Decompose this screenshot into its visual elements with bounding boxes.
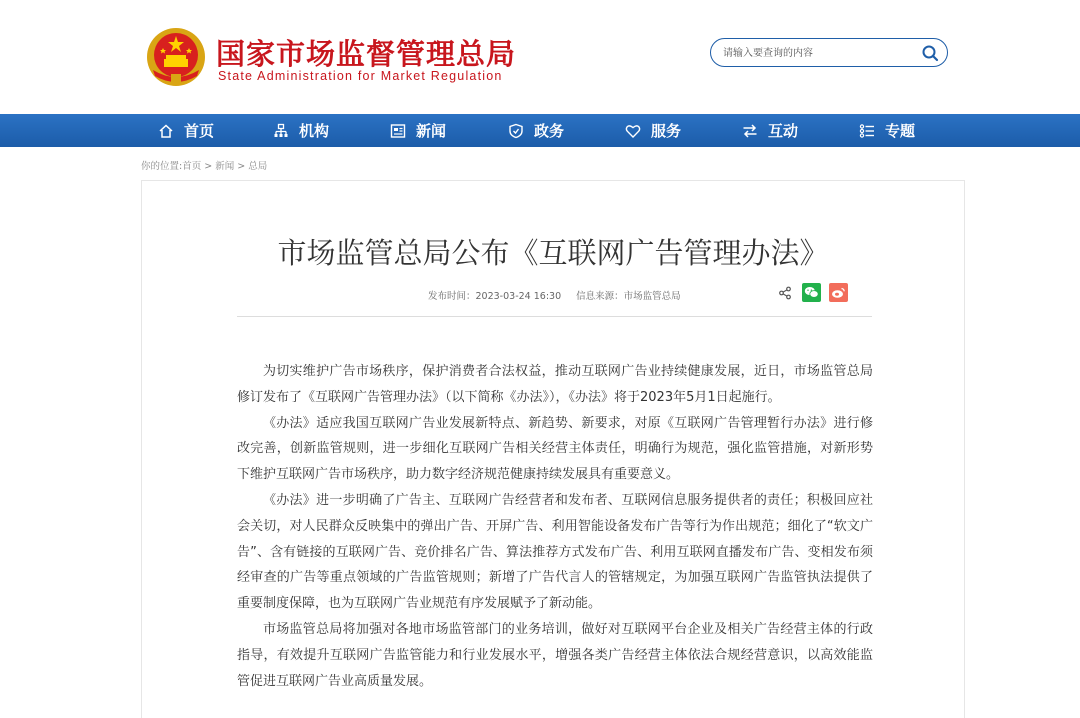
list-icon <box>859 123 875 139</box>
article-paragraph: 《办法》适应我国互联网广告业发展新特点、新趋势、新要求，对原《互联网广告管理暂行办法》进行修改完善，创新监管规则，进一步细化互联网广告相关经营主体责任，明确行为规范，强化监管措施，对新形势下维护互联网广告市场秩序，助力数字经济规范健康持续发展具有重要意义。 <box>237 415 873 483</box>
nav-item-org[interactable] <box>273 114 329 147</box>
news-icon <box>390 123 406 139</box>
article-paragraph: 为切实维护广告市场秩序，保护消费者合法权益，推动互联网广告业持续健康发展，近日，市场监管总局修订发布了《互联网广告管理办法》（以下简称《办法》），《办法》将于2023年5月1日起施行。 <box>237 364 873 405</box>
org-icon <box>273 123 289 139</box>
article-paragraph: 市场监管总局将加强对各地市场监管部门的业务培训，做好对互联网平台企业及相关广告经营主体的行政指导，有效提升互联网广告监管能力和行业发展水平，增强各类广告经营主体依法合规经营意识，以高效能监管促进互联网广告业高质量发展。 <box>237 621 873 689</box>
wechat-icon[interactable] <box>802 283 821 302</box>
weibo-icon[interactable] <box>829 283 848 302</box>
national-emblem-icon <box>145 26 207 88</box>
heart-icon <box>625 123 641 139</box>
nav-item-home[interactable] <box>158 114 214 147</box>
title-divider <box>237 316 872 317</box>
article-title: 市场监管总局公布《互联网广告管理办法》 <box>277 236 829 270</box>
home-icon <box>158 123 174 139</box>
main-nav <box>0 114 1080 147</box>
nav-item-label: 专题 <box>885 122 916 140</box>
article-body <box>237 359 873 694</box>
site-logo-cn[interactable]: 国家市场监督管理总局 <box>216 37 517 71</box>
nav-item-label: 首页 <box>184 122 215 140</box>
search-input[interactable] <box>723 44 913 62</box>
site-header <box>0 0 1080 114</box>
nav-item-topics[interactable] <box>859 114 915 147</box>
article-meta <box>428 288 693 302</box>
nav-item-news[interactable] <box>390 114 446 147</box>
nav-item-label: 新闻 <box>416 122 447 140</box>
article-paragraph: 《办法》进一步明确了广告主、互联网广告经营者和发布者、互联网信息服务提供者的责任；积极回应社会关切，对人民群众反映集中的弹出广告、开屏广告、利用智能设备发布广告等行为作出规范；细化了“软文广告”、含有链接的互联网广告、竞价排名广告、算法推荐方式发布广告、利用互联网直播发布广告、变相发布须经审查的广告等重点领域的广告监管规则；新增了广告代言人的管辖规定，为加强互联网广告监管执法提供了重要制度保障，也为互联网广告业规范有序发展赋予了新动能。 <box>237 492 873 612</box>
shield-icon <box>508 123 524 139</box>
search-box <box>710 38 948 67</box>
breadcrumb[interactable]: 你的位置:首页 > 新闻 > 总局 <box>141 161 268 172</box>
nav-item-label: 机构 <box>299 122 330 140</box>
nav-item-label: 互动 <box>768 122 799 140</box>
exchange-icon <box>742 123 758 139</box>
nav-item-interact[interactable] <box>742 114 798 147</box>
publish-time: 发布时间：2023-03-24 16:30 <box>428 291 562 302</box>
nav-item-label: 服务 <box>651 122 682 140</box>
nav-item-service[interactable] <box>625 114 681 147</box>
article-container <box>141 180 965 718</box>
share-icon[interactable] <box>776 284 794 302</box>
nav-item-label: 政务 <box>534 122 565 140</box>
share-bar <box>768 283 848 302</box>
article-source: 信息来源：市场监管总局 <box>576 291 681 302</box>
nav-item-affairs[interactable] <box>508 114 564 147</box>
site-logo-en: State Administration for Market Regulation <box>218 69 503 83</box>
search-icon[interactable] <box>921 44 939 62</box>
